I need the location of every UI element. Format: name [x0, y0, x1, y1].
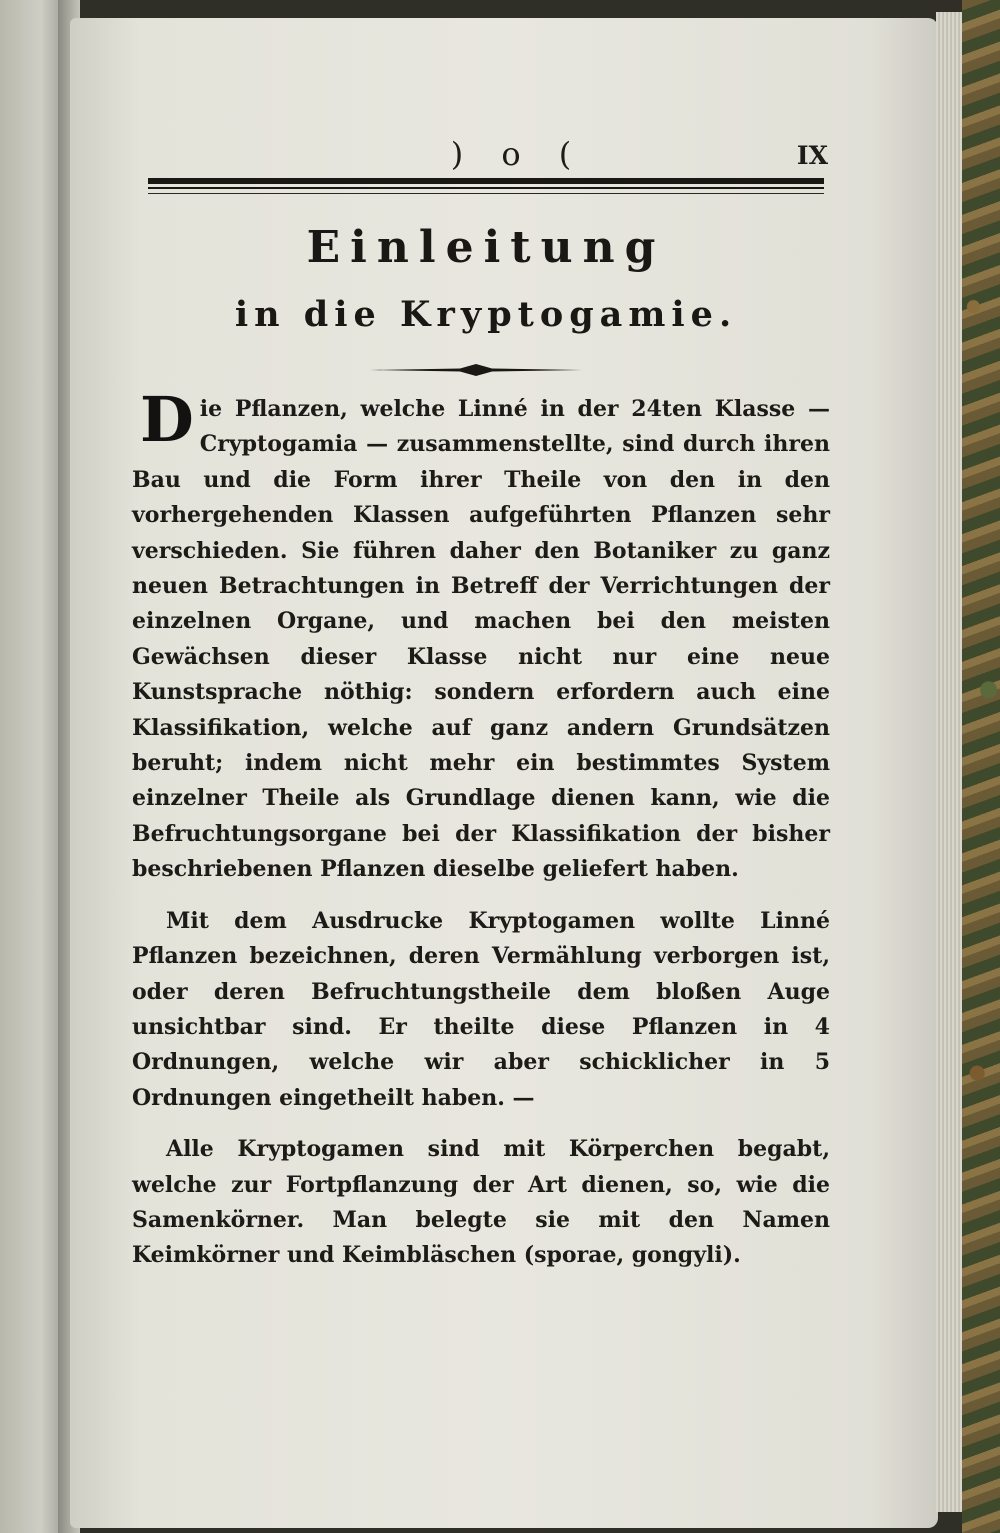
header-rule-hairline — [148, 193, 824, 194]
running-header — [148, 135, 828, 179]
title-ornament-rule — [370, 362, 582, 378]
header-rule-thin — [148, 187, 824, 189]
marbled-cover-edge — [962, 0, 1000, 1533]
chapter-title: Einleitung — [306, 222, 666, 273]
paragraph-3: Alle Kryptogamen sind mit Körperchen begabt, welche zur Fortpflanzung der Art dienen, so, wie die Samenkörner. Man belegte sie mit den Namen Keimkörner und Keimbläschen (sporae, gongyli). — [132, 1136, 830, 1269]
chapter-subtitle: in die Kryptogamie. — [234, 294, 738, 335]
paragraph-2: Mit dem Ausdrucke Kryptogamen wollte Linné Pflanzen bezeichnen, deren Vermählung verborgen ist, oder deren Befruchtungstheile dem bloßen Auge unsichtbar sind. Er theilte diese Pflanzen in 4 Ordnungen, welche wir aber schicklicher in 5 Ordnungen eingetheilt haben. — — [132, 907, 830, 1111]
page-number: IX — [796, 141, 828, 170]
drop-cap: D — [140, 383, 194, 456]
header-ornament-mark: ) o ( — [450, 135, 586, 173]
header-rule-thick — [148, 178, 824, 184]
paragraph-1-text: ie Pflanzen, welche Linné in der 24ten Klasse — Cryptogamia — zusammenstellte, sind durch ihren Bau und die Form ihrer Theile von den in den vorhergehenden Klassen aufgeführten Pflanzen sehr verschieden. Sie führen daher den Botaniker zu ganz neuen Betrachtungen in Betreff der Verrichtungen der einzelnen Organe, und machen bei den meisten Gewächsen dieser Klasse nicht nur eine neue Kunstsprache nöthig: sondern erfordern auch eine Klassifikation, welche auf ganz andern Grundsätzen beruht; indem nicht mehr ein bestimmtes System einzelner Theile als Grundlage dienen kann, wie die Befruchtungsorgane bei der Klassifikation der bisher beschriebenen Pflanzen dieselbe geliefert haben. — [132, 396, 830, 883]
body-text — [132, 383, 830, 1274]
page-edges — [936, 12, 962, 1512]
paragraph-1 — [132, 383, 830, 888]
